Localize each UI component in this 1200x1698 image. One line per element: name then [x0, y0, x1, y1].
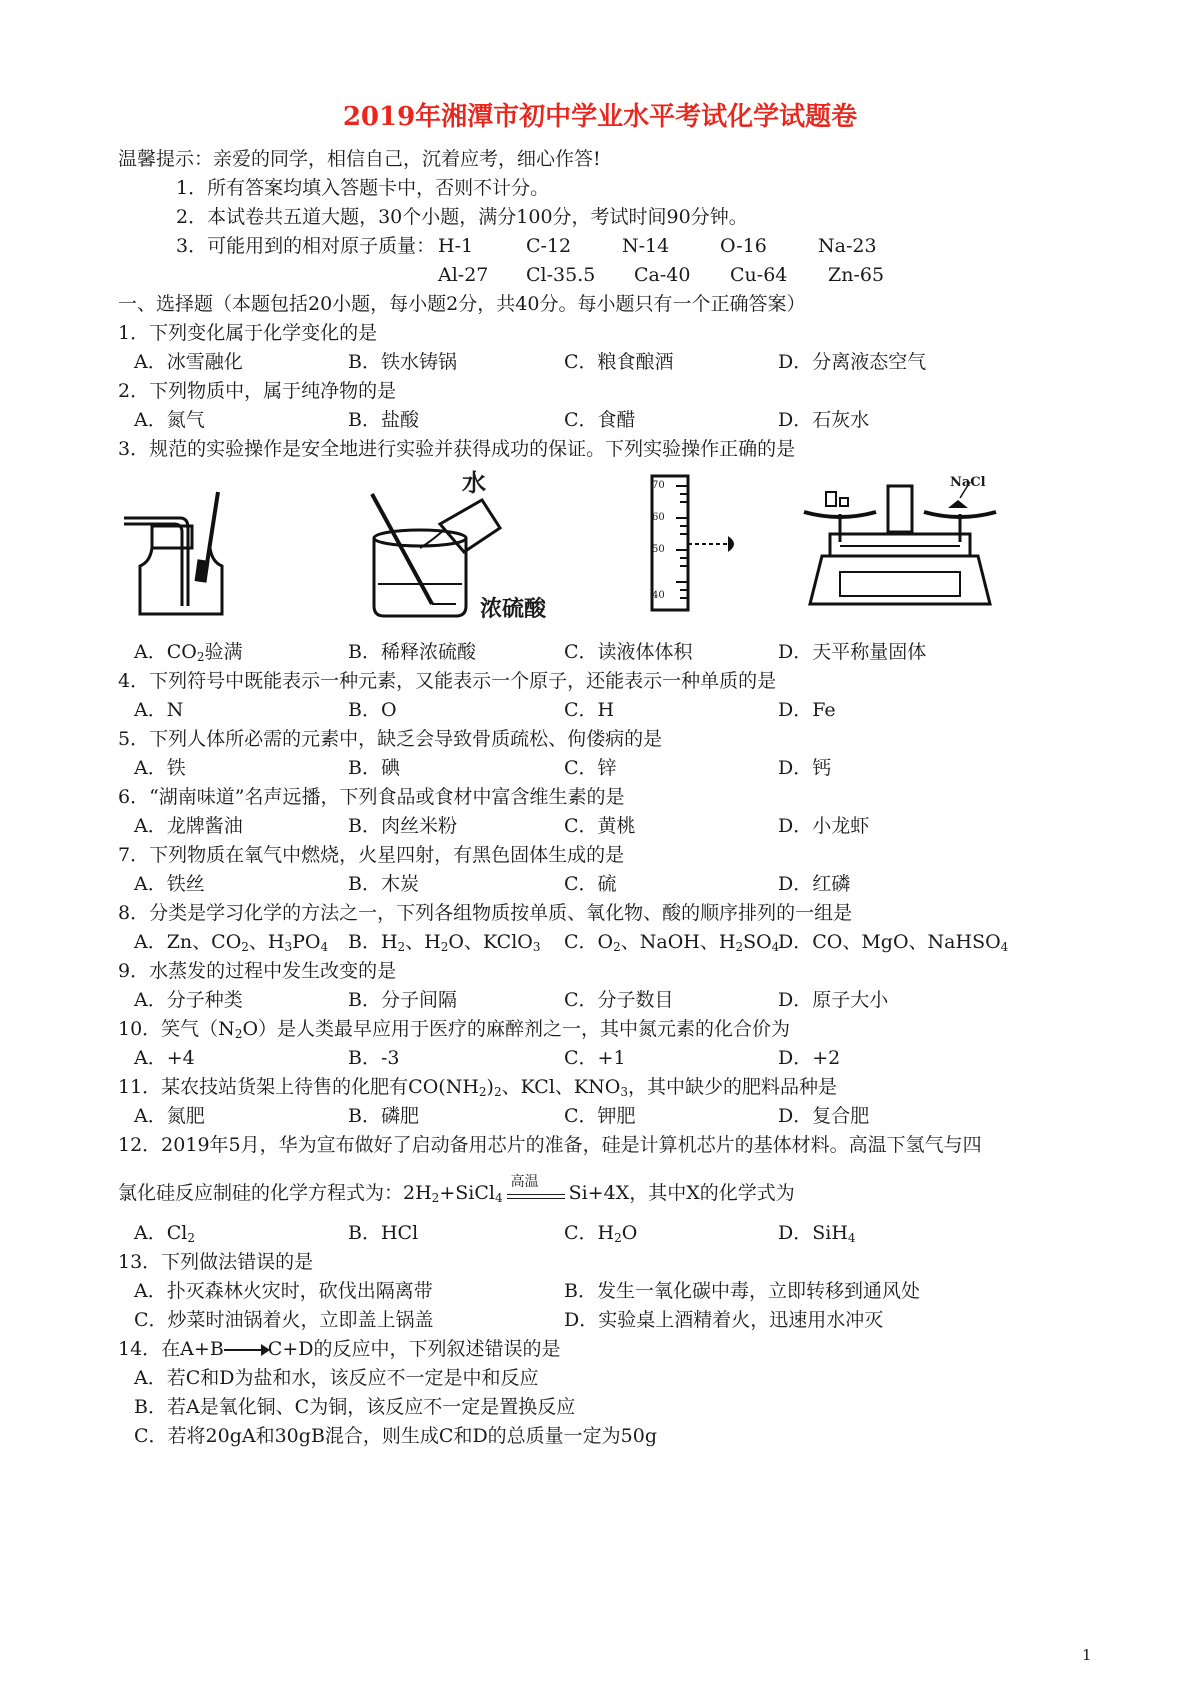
q8-option-b: B．$H_2$、$H_2O$、KClO$_3$ [348, 931, 541, 954]
atomic-mass: Ca-40 [634, 264, 691, 286]
q5-option-c: C．锌 [564, 757, 617, 779]
question-13-stem: 13．下列做法错误的是 [118, 1251, 314, 1273]
reaction-arrow-icon [224, 1349, 268, 1351]
q4-option-d: D．Fe [778, 699, 836, 721]
page-title: 2019年湘潭市初中学业水平考试化学试题卷 [342, 102, 858, 132]
q12-option-d: D．SiH$_4$ [778, 1222, 856, 1245]
co2-test-figure [110, 488, 240, 618]
question-4-stem: 4．下列符号中既能表示一种元素，又能表示一个原子，还能表示一种单质的是 [118, 670, 777, 692]
section-1-heading: 一、选择题（本题包括20小题，每小题2分，共40分。每小题只有一个正确答案） [118, 293, 806, 315]
q9-option-a: A．分子种类 [134, 989, 243, 1011]
q3-option-c: C．读液体体积 [564, 641, 693, 663]
question-12-stem-line-1: 12．2019年5月，华为宣布做好了启动备用芯片的准备，硅是计算机芯片的基体材料。高温下氢气与四 [118, 1134, 982, 1156]
nacl-label: NaCl [950, 475, 986, 490]
q7-option-c: C．硫 [564, 873, 617, 895]
water-label: 水 [462, 468, 486, 497]
q10-option-b: B．-3 [348, 1047, 400, 1069]
q3-option-b: B．稀释浓硫酸 [348, 641, 476, 663]
q6-option-a: A．龙牌酱油 [134, 815, 243, 837]
cylinder-tick-60: 60 [652, 512, 665, 523]
q2-option-d: D．石灰水 [778, 409, 870, 431]
q3-option-d: D．天平称量固体 [778, 641, 927, 663]
question-3-stem: 3．规范的实验操作是安全地进行实验并获得成功的保证。下列实验操作正确的是 [118, 438, 796, 460]
tips-item-2: 2．本试卷共五道大题，30个小题，满分100分，考试时间90分钟。 [176, 206, 748, 228]
q10-option-a: A．+4 [134, 1047, 195, 1069]
question-14-stem: 14．在A+B C+D的反应中，下列叙述错误的是 [118, 1338, 561, 1360]
question-7-stem: 7．下列物质在氧气中燃烧，火星四射，有黑色固体生成的是 [118, 844, 625, 866]
q4-option-b: B．O [348, 699, 397, 721]
q4-option-a: A．N [134, 699, 184, 721]
tips-item-1: 1．所有答案均填入答题卡中，否则不计分。 [176, 177, 550, 199]
page-number: 1 [1082, 1646, 1092, 1664]
q7-option-b: B．木炭 [348, 873, 419, 895]
atomic-mass: Cl-35.5 [526, 264, 596, 286]
question-6-stem: 6．“湖南味道”名声远播，下列食品或食材中富含维生素的是 [118, 786, 625, 808]
q11-option-c: C．钾肥 [564, 1105, 636, 1127]
q11-option-a: A．氮肥 [134, 1105, 205, 1127]
q10-option-d: D．+2 [778, 1047, 841, 1069]
q13-option-b: B．发生一氧化碳中毒，立即转移到通风处 [564, 1280, 920, 1302]
q14-option-a: A．若C和D为盐和水，该反应不一定是中和反应 [134, 1367, 539, 1389]
question-2-stem: 2．下列物质中，属于纯净物的是 [118, 380, 397, 402]
q5-option-b: B．碘 [348, 757, 400, 779]
cylinder-tick-40: 40 [652, 590, 665, 601]
q5-option-a: A．铁 [134, 757, 186, 779]
q9-option-c: C．分子数目 [564, 989, 674, 1011]
q1-option-c: C．粮食酿酒 [564, 351, 674, 373]
q8-option-c: C．$O_2$、NaOH、$H_2SO_4$ [564, 931, 780, 954]
question-5-stem: 5．下列人体所必需的元素中，缺乏会导致骨质疏松、佝偻病的是 [118, 728, 663, 750]
q10-option-c: C．+1 [564, 1047, 626, 1069]
q5-option-d: D．钙 [778, 757, 832, 779]
q7-option-d: D．红磷 [778, 873, 851, 895]
q13-option-d: D．实验桌上酒精着火，迅速用水冲灭 [564, 1309, 884, 1331]
question-12-stem-line-2: 氯化硅反应制硅的化学方程式为：$2H_2+SiCl_4$ 高温 Si+4X，其中X的化学式为 [118, 1174, 795, 1205]
concentrated-acid-label: 浓硫酸 [480, 596, 547, 622]
q12-option-c: C．$H_2O$ [564, 1222, 638, 1245]
q9-option-b: B．分子间隔 [348, 989, 457, 1011]
q3-option-a: A．$CO_2$验满 [134, 641, 243, 664]
q6-option-d: D．小龙虾 [778, 815, 870, 837]
atomic-mass: Al-27 [438, 264, 489, 286]
atomic-mass: Cu-64 [730, 264, 788, 286]
q6-option-b: B．肉丝米粉 [348, 815, 457, 837]
tips-intro: 温馨提示：亲爱的同学，相信自己，沉着应考，细心作答! [118, 148, 601, 170]
atomic-mass: C-12 [526, 235, 572, 257]
q13-option-c: C．炒菜时油锅着火，立即盖上锅盖 [134, 1309, 434, 1331]
question-1-stem: 1．下列变化属于化学变化的是 [118, 322, 378, 344]
q6-option-c: C．黄桃 [564, 815, 636, 837]
atomic-mass: H-1 [438, 235, 474, 257]
q11-option-b: B．磷肥 [348, 1105, 419, 1127]
q8-option-d: D．CO、MgO、NaHSO$_4$ [778, 931, 1009, 954]
tips-item-3-label: 3．可能用到的相对原子质量： [176, 235, 436, 257]
atomic-mass: Na-23 [818, 235, 877, 257]
q9-option-d: D．原子大小 [778, 989, 889, 1011]
q11-option-d: D．复合肥 [778, 1105, 870, 1127]
q7-option-a: A．铁丝 [134, 873, 205, 895]
cylinder-tick-70: 70 [652, 480, 665, 491]
question-8-stem: 8．分类是学习化学的方法之一，下列各组物质按单质、氧化物、酸的顺序排列的一组是 [118, 902, 853, 924]
question-9-stem: 9．水蒸发的过程中发生改变的是 [118, 960, 397, 982]
q8-option-a: A．Zn、$CO_2$、$H_3PO_4$ [134, 931, 329, 954]
q14-option-c: C．若将20gA和30gB混合，则生成C和D的总质量一定为50g [134, 1425, 658, 1447]
atomic-mass: N-14 [622, 235, 670, 257]
q14-option-b: B．若A是氧化铜、C为铜，该反应不一定是置换反应 [134, 1396, 576, 1418]
q13-option-a: A．扑灭森林火灾时，砍伐出隔离带 [134, 1280, 433, 1302]
question-11-stem: 11．某农技站货架上待售的化肥有$CO(NH_2)_2$、KCl、$KNO_3$，其中缺少的肥料品种是 [118, 1076, 837, 1099]
q12-option-a: A．$Cl_2$ [134, 1222, 195, 1245]
q1-option-a: A．冰雪融化 [134, 351, 243, 373]
q1-option-d: D．分离液态空气 [778, 351, 927, 373]
q12-option-b: B．HCl [348, 1222, 419, 1244]
atomic-mass: Zn-65 [828, 264, 885, 286]
q2-option-a: A．氮气 [134, 409, 205, 431]
q2-option-b: B．盐酸 [348, 409, 419, 431]
question-10-stem: 10．笑气$(N_2O)$是人类最早应用于医疗的麻醉剂之一，其中氮元素的化合价为 [118, 1018, 791, 1041]
q2-option-c: C．食醋 [564, 409, 636, 431]
atomic-mass: O-16 [720, 235, 767, 257]
cylinder-tick-50: 50 [652, 544, 665, 555]
q4-option-c: C．H [564, 699, 615, 721]
q1-option-b: B．铁水铸锅 [348, 351, 457, 373]
reaction-condition: 高温 [503, 1181, 569, 1207]
